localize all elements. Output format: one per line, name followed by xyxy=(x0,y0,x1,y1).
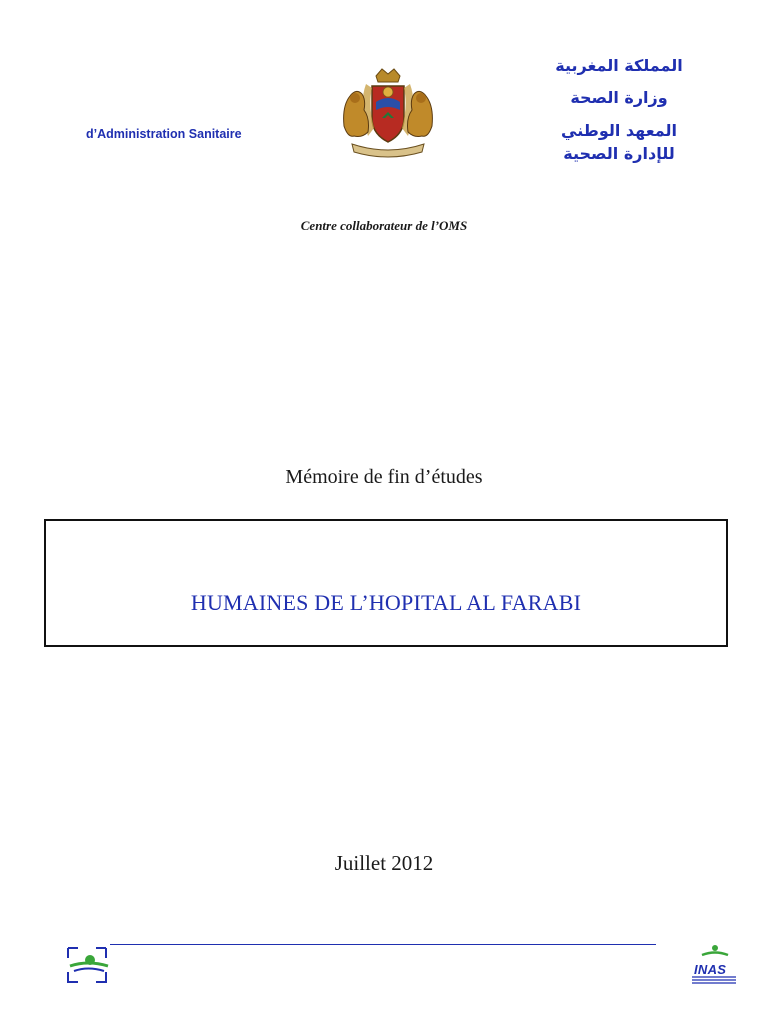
institution-name-ar xyxy=(524,58,714,169)
institution-name-fr: d’Administration Sanitaire xyxy=(86,127,242,141)
memoire-label: Mémoire de fin d’études xyxy=(285,466,483,488)
inas-logo-text: INAS xyxy=(694,962,727,977)
arabic-line-kingdom: المملكة المغربية xyxy=(555,56,683,75)
coat-of-arms-icon xyxy=(338,66,438,158)
arabic-line-administration: للإدارة الصحية xyxy=(563,144,675,163)
inas-logo xyxy=(688,944,740,988)
arabic-line-ministry: وزارة الصحة xyxy=(570,88,668,107)
date-label: Juillet 2012 xyxy=(334,851,434,875)
arabic-line-institute: المعهد الوطني xyxy=(561,121,677,140)
thesis-title: HUMAINES DE L’HOPITAL AL FARABI xyxy=(190,590,582,615)
ministry-health-logo-icon xyxy=(64,944,110,986)
title-box xyxy=(44,519,728,647)
collaborator-line: Centre collaborateur de l’OMS xyxy=(300,218,468,233)
footer-divider xyxy=(110,944,656,945)
